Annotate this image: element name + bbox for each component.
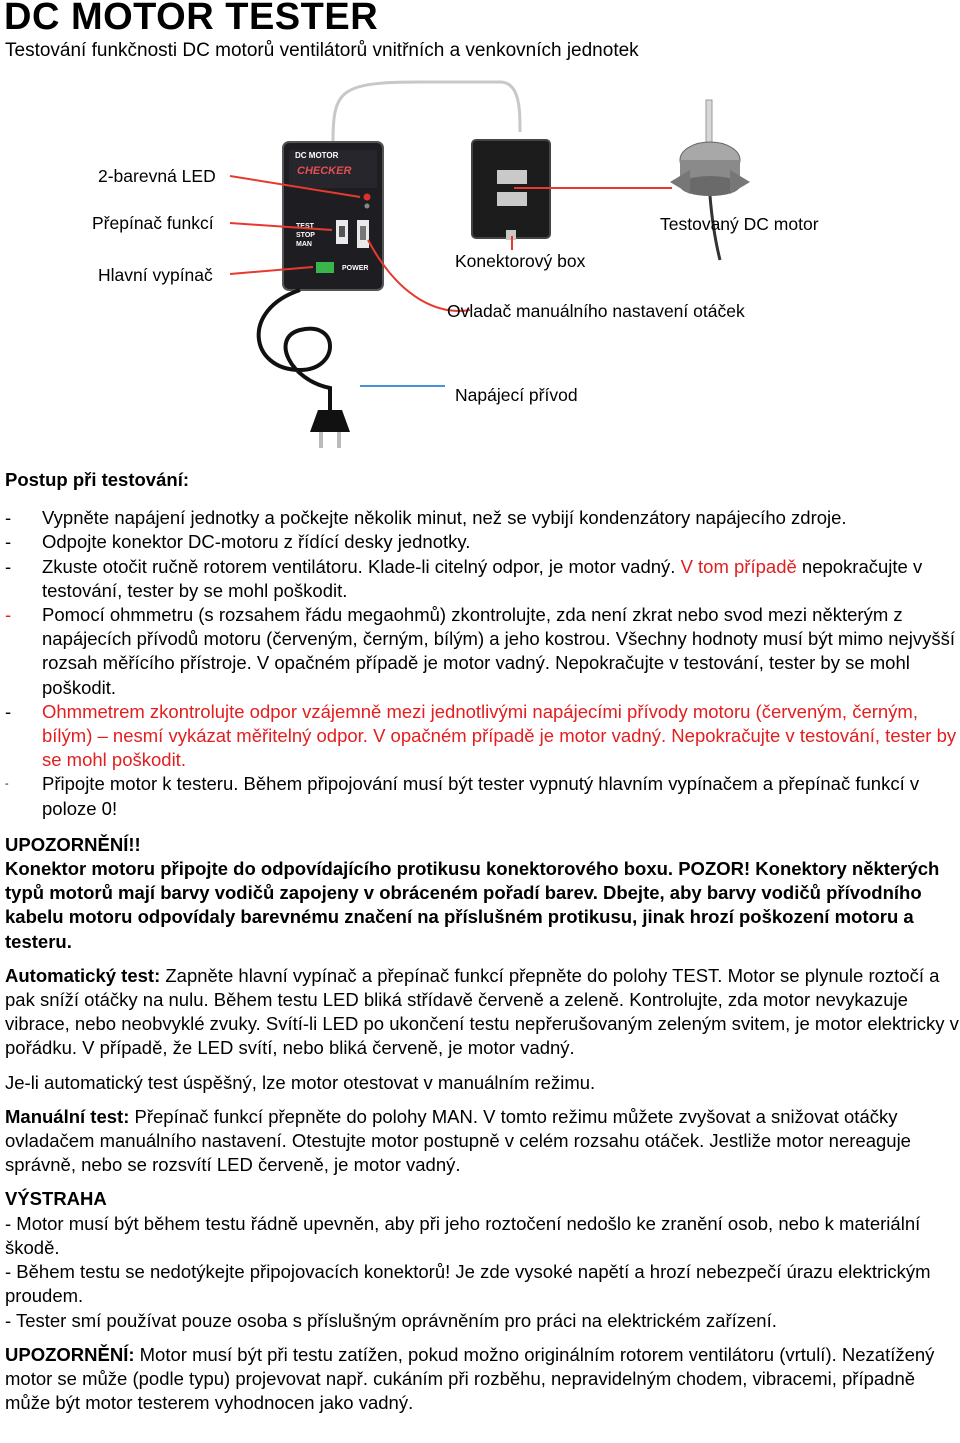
step-bullet: - (5, 778, 9, 791)
step-bullet: - (5, 700, 12, 722)
step-text: Připojte motor k testeru. Během připojování musí být tester vypnutý hlavním vypínačem a přepínač funkcí v poloze 0! (42, 773, 920, 819)
load-warning-label: UPOZORNĚNÍ: (5, 1343, 135, 1365)
load-warning-text: Motor musí být při testu zatížen, pokud možno originálním rotorem ventilátoru (vrtulí). Nezatížený motor se může (podle typu) projevovat např. cukáním při rozběhu, nepravidelným chodem, vibracemi, případně může být motor testerem vyhodnocen jako vadný. (5, 1343, 935, 1414)
auto-test-paragraph (5, 964, 960, 1061)
step-bullet: - (5, 555, 12, 577)
procedure-heading: Postup při testování: (5, 469, 189, 490)
procedure-step (5, 530, 960, 554)
mode-label-test: TEST (296, 223, 314, 230)
caution-item: - Motor musí být během testu řádně upevněn, aby při jeho roztočení nedošlo ke zranění osob, nebo k materiální škodě. (5, 1212, 921, 1258)
power-cord (259, 290, 330, 410)
callout-power-lead: Napájecí přívod (455, 385, 578, 405)
step-bullet: - (5, 507, 12, 529)
callout-speed-control: Ovladač manuálního nastavení otáček (447, 301, 745, 321)
procedure-step (5, 772, 960, 820)
step-text (42, 555, 960, 603)
caution-item: - Během testu se nedotýkejte připojovacích konektorů! Je zde vysoké napětí a hrozí nebezpečí úrazu elektrickým proudem. (5, 1261, 931, 1307)
auto-test-text: Zapněte hlavní vypínač a přepínač funkcí přepněte do polohy TEST. Motor se plynule roztočí a pak sníží otáčky na nulu. Během testu LED bliká střídavě červeně a zeleně. Kontrolujte, zda motor nevykazuje vibrace, nebo neobvyklé zvuky. Svítí-li LED po ukončení testu nepřerušovaným zeleným svitem, je motor elektricky v pořádku. V případě, že LED svítí, nebo bliká červeně, je motor vadný. (5, 964, 959, 1059)
warning-title: UPOZORNĚNÍ!! (5, 833, 141, 855)
step-bullet: - (5, 531, 12, 553)
warning-text: Konektor motoru připojte do odpovídajícího protikusu konektorového boxu. POZOR! Konektory některých typů motorů mají barvy vodičů zapojeny v obráceném pořadí barev. Dbejte, aby barvy vodičů přívodního kabelu motoru odpovídaly barevnému značení na příslušném protikusu, jinak hrozí poškození motoru a testeru. (5, 858, 940, 952)
manual-test-label: Manuální test: (5, 1105, 130, 1127)
connector-socket-bottom (497, 192, 527, 206)
caution-item: - Tester smí používat pouze osoba s příslušným oprávněním pro práci na elektrickém zařízení. (5, 1309, 777, 1331)
tester-brand-label: DC MOTOR (295, 151, 339, 160)
page-title: DC MOTOR TESTER (4, 0, 379, 38)
mode-label-stop: STOP (296, 232, 315, 239)
load-warning-paragraph (5, 1343, 960, 1416)
main-switch (316, 262, 334, 273)
connector-socket-top (497, 170, 527, 184)
step-bullet: - (5, 604, 12, 626)
step-text-part: nepokračujte v testování, tester by se mohl poškodit. (42, 555, 923, 601)
callout-tested-motor: Testovaný DC motor (660, 214, 819, 234)
manual-test-paragraph (5, 1105, 960, 1178)
led-indicator (364, 194, 371, 201)
mode-label-man: MAN (296, 241, 312, 248)
callout-function-switch: Přepínač funkcí (92, 213, 214, 233)
page-subtitle: Testování funkčnosti DC motorů ventilátorů vnitřních a venkovních jednotek (5, 40, 639, 61)
function-switch-lever (339, 226, 345, 237)
connector-cable (333, 82, 520, 142)
speed-control-slot (360, 226, 366, 240)
procedure-section (5, 468, 960, 1415)
manual-test-text: Přepínač funkcí přepněte do polohy MAN. V tomto režimu můžete zvyšovat a snižovat otáčky ovladačem manuálního nastavení. Otestujte motor postupně v celém rozsahu otáček. Jestliže motor nereaguje správně, nebo se rozsvítí LED červeně, je motor vadný. (5, 1105, 911, 1176)
callout-main-switch: Hlavní vypínač (98, 265, 213, 285)
procedure-step (5, 506, 960, 530)
step-text: Pomocí ohmmetru (s rozsahem řádu megaohmů) zkontrolujte, zda není zkrat nebo svod mezi některým z napájecích přívodů motoru (červeným, černým, bílým) a jeho kostrou. Všechny hodnoty musí být mimo nejvyšší rozsah měřícího přístroje. V opačném případě je motor vadný. Nepokračujte v testování, tester by se mohl poškodit. (42, 604, 956, 698)
auto-test-followup: Je-li automatický test úspěšný, lze motor otestovat v manuálním režimu. (5, 1071, 596, 1093)
callout-connector-box: Konektorový box (455, 251, 586, 271)
plug-pin-right (337, 432, 341, 448)
tester-logo: CHECKER (297, 165, 352, 177)
auto-test-label: Automatický test: (5, 964, 161, 986)
procedure-step (5, 700, 960, 773)
caution-title: VÝSTRAHA (5, 1188, 107, 1210)
led-indicator-secondary (365, 204, 370, 209)
step-text-part: Zkuste otočit ručně rotorem ventilátoru. Klade-li citelný odpor, je motor vadný. (42, 555, 676, 577)
tester-diagram (0, 70, 960, 460)
plug-pin-left (319, 432, 323, 448)
callout-led: 2-barevná LED (98, 166, 216, 186)
procedure-step (5, 555, 960, 603)
step-text-warning: V tom případě (680, 555, 797, 577)
procedure-step (5, 603, 960, 700)
step-text: Odpojte konektor DC-motoru z řídící desky jednotky. (42, 531, 471, 553)
step-text-warning: Ohmmetrem zkontrolujte odpor vzájemně mezi jednotlivými napájecími přívody motoru (červeným, černým, bílým) – nesmí vykázat měřitelný odpor. V opačném případě je motor vadný. Nepokračujte v testování, tester by se mohl poškodit. (42, 700, 957, 771)
power-plug (310, 410, 350, 432)
step-text: Vypněte napájení jednotky a počkejte několik minut, než se vybijí kondenzátory napájecího zdroje. (42, 507, 847, 529)
power-label: POWER (342, 265, 369, 272)
